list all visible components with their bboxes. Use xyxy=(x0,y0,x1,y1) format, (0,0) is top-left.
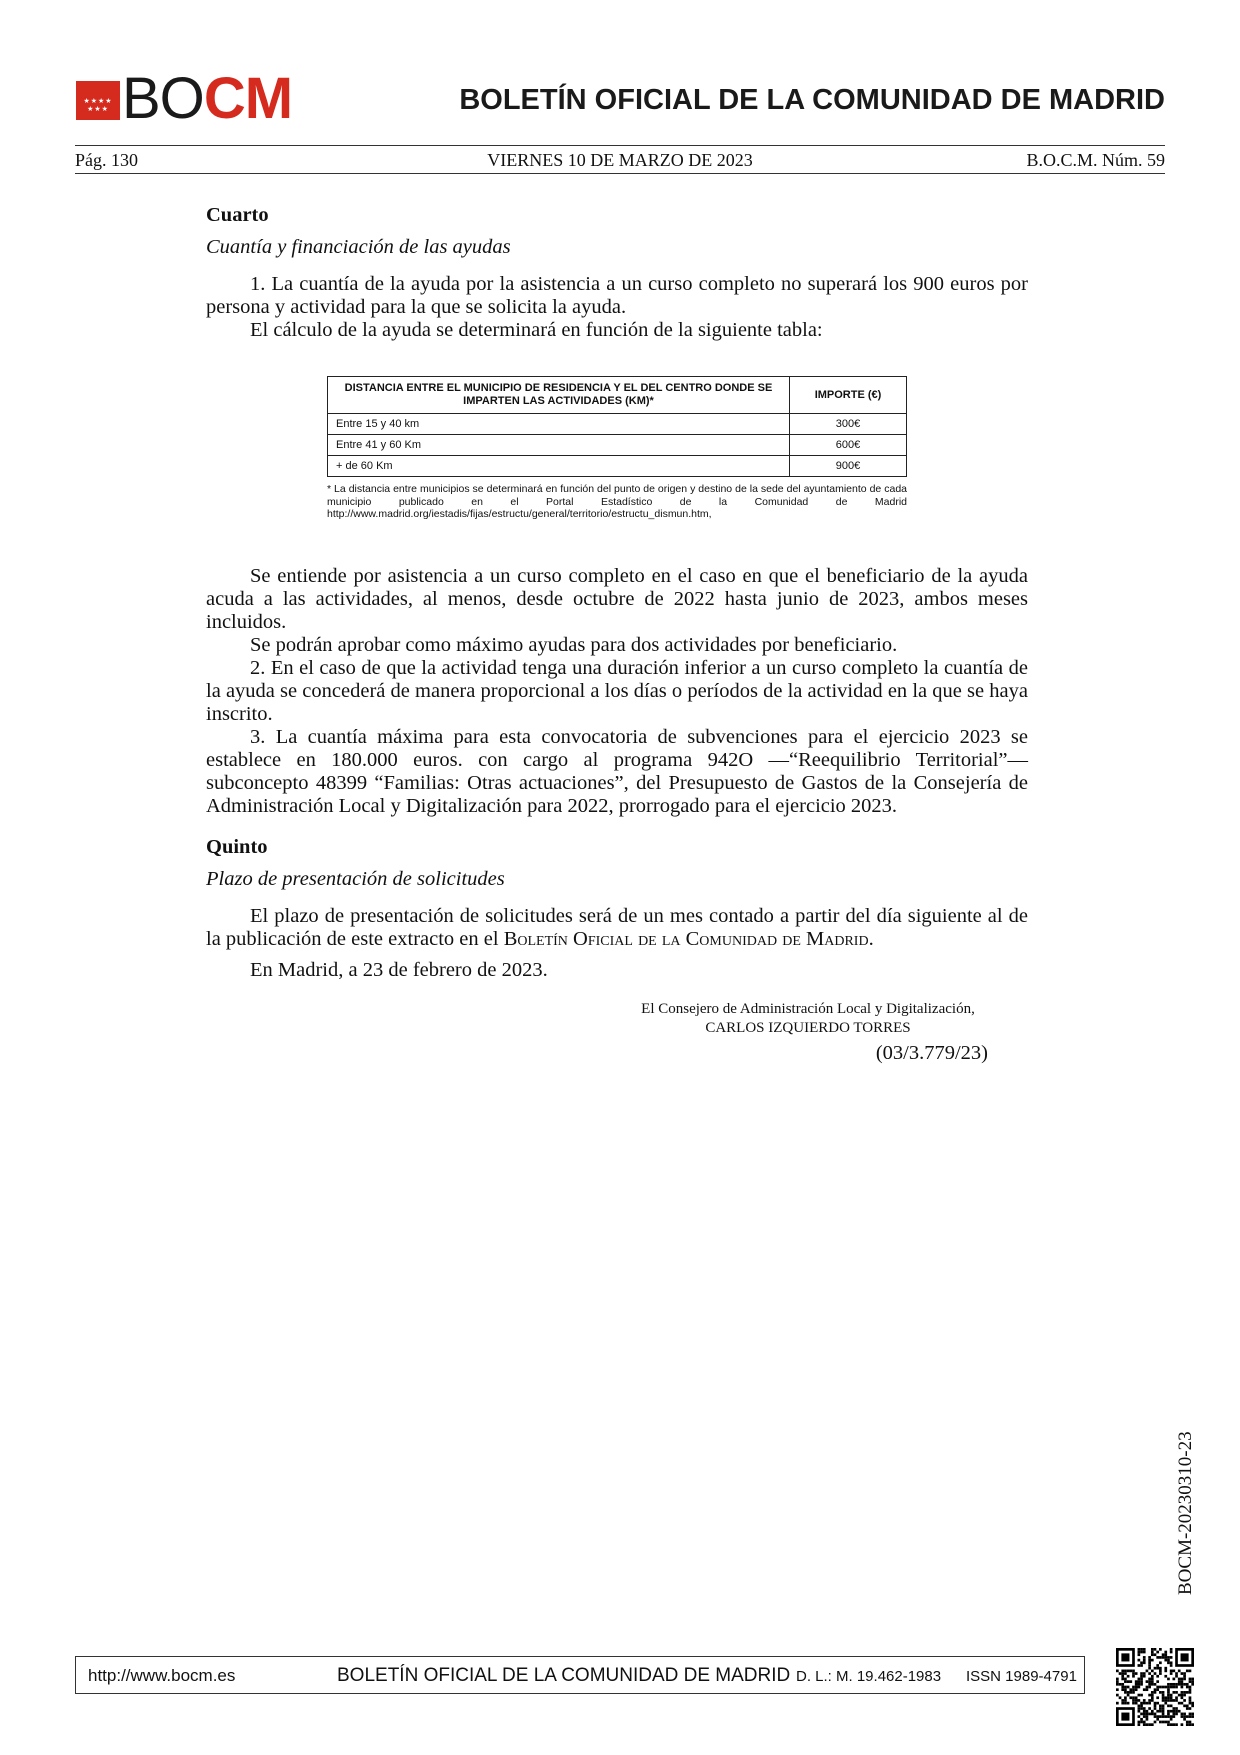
table-cell-amount: 600€ xyxy=(790,435,907,456)
table-row xyxy=(328,414,907,435)
section-subheading-quinto: Plazo de presentación de solicitudes xyxy=(206,867,505,890)
distance-table-wrap xyxy=(327,376,907,521)
page-number: Pág. 130 xyxy=(75,150,138,170)
paragraph: 3. La cuantía máxima para esta convocatoria de subvenciones para el ejercicio 2023 se establece en 180.000 euros. con cargo al programa 942O —“Reequilibrio Territorial”— subconcepto 48399 “Familias: Otras actuaciones”, del Presupuesto de Gastos de la Consejería de Administración Local y Digitalización para 2022, prorrogado para el ejercicio 2023. xyxy=(206,725,1028,817)
section-subheading-cuarto: Cuantía y financiación de las ayudas xyxy=(206,236,511,258)
table-header-row xyxy=(328,377,907,414)
paragraph xyxy=(206,905,1028,951)
logo-bo: BO xyxy=(122,66,204,131)
paragraph: Se podrán aprobar como máximo ayudas para dos actividades por beneficiario. xyxy=(250,633,898,656)
paragraph-end: . xyxy=(868,927,874,950)
paragraph: El cálculo de la ayuda se determinará en función de la siguiente tabla: xyxy=(250,319,823,341)
madrid-flag-icon: ★★★★ ★★★ xyxy=(76,81,120,120)
bulletin-name-smallcaps: Boletín Oficial de la Comunidad de Madrid xyxy=(503,927,869,950)
page-footer xyxy=(75,1656,1085,1694)
footer-title: BOLETÍN OFICIAL DE LA COMUNIDAD DE MADRID xyxy=(337,1665,791,1686)
table-cell-amount: 900€ xyxy=(790,456,907,477)
distance-amount-table xyxy=(327,376,907,477)
section-heading-quinto: Quinto xyxy=(206,835,268,858)
signatory-name: CARLOS IZQUIERDO TORRES xyxy=(705,1019,911,1036)
announcement-reference: (03/3.779/23) xyxy=(875,1041,988,1064)
page-header xyxy=(75,149,1165,171)
header-rule-top xyxy=(75,145,1165,146)
paragraph-text: El plazo de presentación de solicitudes será de un mes contado a partir del día siguiente al de la publicación de este extracto en el xyxy=(206,904,1028,950)
header-rule-bottom xyxy=(75,173,1165,174)
table-header-distance: DISTANCIA ENTRE EL MUNICIPIO DE RESIDENCIA Y EL DEL CENTRO DONDE SE IMPARTEN LAS ACTIVIDADES (KM)* xyxy=(328,377,790,414)
footer-url-link[interactable]: http://www.bocm.es xyxy=(88,1666,236,1685)
document-code-vertical: BOCM-20230310-23 xyxy=(1175,1431,1196,1595)
table-cell-distance: Entre 15 y 40 km xyxy=(328,414,790,435)
issue-date: VIERNES 10 DE MARZO DE 2023 xyxy=(487,150,753,170)
table-header-amount: IMPORTE (€) xyxy=(790,377,907,414)
section-heading-cuarto: Cuarto xyxy=(206,204,269,226)
footer-legal-deposit: D. L.: M. 19.462-1983 xyxy=(796,1668,942,1685)
paragraph: Se entiende por asistencia a un curso completo en el caso en que el beneficiario de la ayuda acuda a las actividades, al menos, desde octubre de 2022 hasta junio de 2023, ambos meses incluidos. xyxy=(206,564,1028,633)
issue-number: B.O.C.M. Núm. 59 xyxy=(1026,150,1165,170)
signatory-role: El Consejero de Administración Local y Digitalización, xyxy=(641,1000,975,1017)
place-date: En Madrid, a 23 de febrero de 2023. xyxy=(250,958,548,981)
footer-issn: ISSN 1989-4791 xyxy=(966,1668,1077,1685)
table-cell-distance: + de 60 Km xyxy=(328,456,790,477)
document-body xyxy=(206,204,1028,1065)
masthead-title: BOLETÍN OFICIAL DE LA COMUNIDAD DE MADRID xyxy=(459,84,1165,116)
logo-cm: CM xyxy=(203,66,293,131)
paragraph: 2. En el caso de que la actividad tenga una duración inferior a un curso completo la cuantía de la ayuda se concederá de manera proporcional a los días o períodos de la actividad en la que se haya inscrito. xyxy=(206,656,1028,725)
table-row xyxy=(328,456,907,477)
table-row xyxy=(328,435,907,456)
table-footnote: * La distancia entre municipios se determinará en función del punto de origen y destino de la sede del ayuntamiento de cada municipio publicado en el Portal Estadístico de la Comunidad de Madrid http://www.madrid.org/iestadis/fijas/estructu/general/territorio/estructu_dismun.htm, xyxy=(327,483,907,520)
qr-code-icon xyxy=(1116,1648,1194,1726)
table-cell-amount: 300€ xyxy=(790,414,907,435)
table-cell-distance: Entre 41 y 60 Km xyxy=(328,435,790,456)
bocm-logo xyxy=(122,66,292,132)
paragraph: 1. La cuantía de la ayuda por la asistencia a un curso completo no superará los 900 euros por persona y actividad para la que se solicita la ayuda. xyxy=(206,273,1028,318)
